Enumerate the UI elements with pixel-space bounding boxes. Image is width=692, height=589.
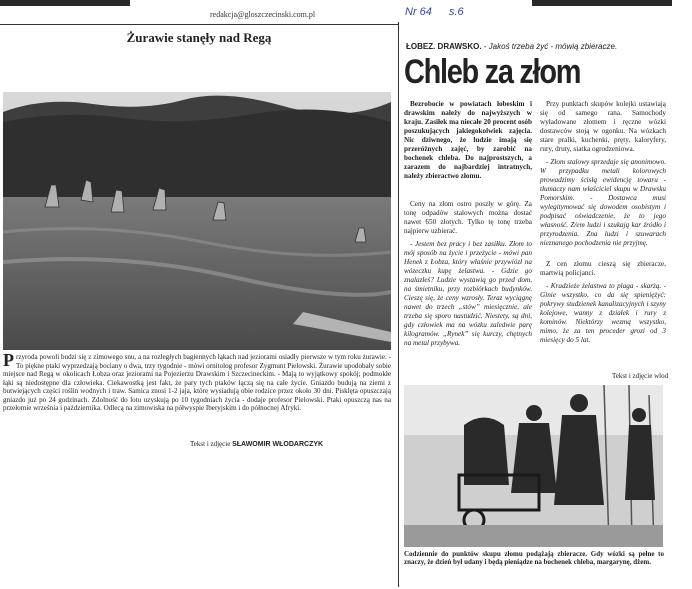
column-1-paragraph-2: - Jestem bez pracy i bez zasiłku. Złom to mój sposób na życie i przeżycie - mówi pan Henek z Łobza, który właśnie przywiózł na wózeczku kupę żelastwa. - Gdzie go znalazłeś? Ludzie wystawią go przed dom, na śmietniku, przy rozbiórkach budynków. Cieszę się, że ceny wzrosły. Teraz wyciągnę nawet do trzech „stów” miesięcznie, ale trzeba się sporo nastudzić. Niestety, są dni, gdy człowiek ma na wózku zaledwie parę kilogramów. „Rynek” się kurczy, chętnych na metal przybywa.	[404, 240, 532, 347]
column-1-paragraph-1: Ceny na złom ostro poszły w górę. Za tonę odpadów stalowych można dostać nawet 650 złotych. Tylko tę tonę trzeba najpierw uzbierać.	[404, 200, 532, 235]
crane-photo	[3, 92, 391, 350]
crane-caption	[3, 350, 391, 413]
issue-number: Nr 64	[405, 6, 432, 18]
article-kicker: ŁOBEZ. DRAWSKO. - Jakoś trzeba żyć - mówią zbieracze.	[406, 42, 618, 51]
crane-headline: Żurawie stanęły nad Regą	[126, 30, 272, 45]
masthead-strip	[0, 0, 692, 12]
article-column-3	[540, 260, 666, 349]
page-number: s.6	[448, 6, 464, 18]
crane-caption-text: rzyroda powoli budzi się z zimowego snu, a na rozległych bagiennych łąkach nad jeziorami osiadły pierwsze w tym roku żurawie. - To piękne ptaki wyprzedzają bociany o dwa, trzy tygodnie - mówi ornitolog profesor Zygmunt Pielowski. Żurawie upodobały sobie miejsce nad Regą w okolicach Łobza oraz jeziorami na Pojezierzu Drawskim i Szczecineckim. - Mają to wyjątkowy spokój; podmokłe łąki są niedostępne dla człowieka. Ciekawostką jest fakt, że pary tych ptaków łączą się na całe życie. Gniazdo budują na ziemi z butwiejących części roślin wodnych i traw. Samica znosi 1-2 jaja, które wysiadują obie rodzice przez około 30 dni. Pisklęta opuszczają gniazdo już po 24 godzinach. Zdolność do lotu uzyskują po 10 tygodniach życia - dodaje profesor Pielowski. Ptaki opuszczą nas na przełomie września i października. Odlecą na zimowiska na półwyspie Iberyjskim i do północnej Afryki.	[3, 353, 391, 412]
crane-credit	[190, 440, 323, 448]
lead-paragraph: Bezrobocie w powiatach łobeskim i drawskim należy do najwyższych w kraju. Zasiłek ma niecałe 20 procent osób poszukujących jakiegokolwiek zajęcia. Nic dziwnego, że ludzie imają się przeróżnych zajęć, by zarobić na bochenek chleba. Do najprostszych, a zarazem do najbardziej intratnych, należy zbieractwo złomu.	[404, 100, 532, 180]
kicker-quote: Jakoś trzeba żyć	[488, 42, 549, 51]
column-2-paragraph-2: - Złom stalowy sprzedaje się anonimowo. W przypadku metali kolorowych prowadzimy ścisłą ewidencję towaru - tłumaczy nam właściciel skupu w Drawsku Pomorskim. - Dostawca musi wylegitymować się dowodem osobistym i podpisać oświadczenie, że to jego własność. Z/em ludzi i szukają kar źródło i przyrodzenia. Zna ludzi i szuwarach nieznanego pochodzenia nie przyjmę.	[540, 158, 666, 247]
handwritten-note	[405, 6, 478, 18]
column-2-paragraph-3: Z cen złomu cieszą się zbieracze, martwią policjanci.	[540, 260, 666, 277]
article-lead	[404, 100, 532, 185]
kicker-suffix: - mówią zbieracze.	[550, 42, 618, 51]
drop-cap: P	[3, 350, 14, 370]
column-divider	[398, 22, 399, 587]
crane-credit-prefix: Tekst i zdjęcie	[190, 440, 231, 448]
top-rule	[0, 24, 398, 25]
article-column-2	[540, 100, 666, 252]
kicker-place: ŁOBEZ. DRAWSKO.	[406, 42, 482, 51]
masthead-url: redakcja@gloszczecinski.com.pl	[210, 10, 316, 19]
crane-credit-name: SŁAWOMIR WŁODARCZYK	[232, 441, 324, 448]
scrap-credit: Tekst i zdjęcie wlod	[612, 372, 669, 380]
column-2-paragraph-1: Przy punktach skupów kolejki ustawiają się od samego rana. Samochody wyładowane złomem i ręczne wózki dostawców stoją w ogonku. Na wózkach stare pralki, kuchenki, pręty, kaloryfery, rury, druty, siatka ogrodzeniowa.	[540, 100, 666, 153]
article-column-1	[404, 200, 532, 352]
article-headline: Chleb za złom	[404, 53, 581, 91]
scrap-collectors-photo	[404, 385, 663, 547]
column-2-paragraph-4: - Kradzieże żelastwa to plaga - skarżą. - Ginie wszystko, co da się spieniężyć: pokrywy studzienek kanalizacyjnych i szyny kolejowe, wanny z działek i rury z kominów. Niektórzy wezmą wszystko, mimo, że za ten proceder grozi od 3 miesięcy do 5 lat.	[540, 282, 666, 344]
scrap-caption: Codziennie do punktów skupu złomu podążają zbieracze. Gdy wózki są pełne to znaczy, że dzień był udany i będą pieniądze na bochenek chleba, margarynę, dżem.	[404, 550, 664, 567]
